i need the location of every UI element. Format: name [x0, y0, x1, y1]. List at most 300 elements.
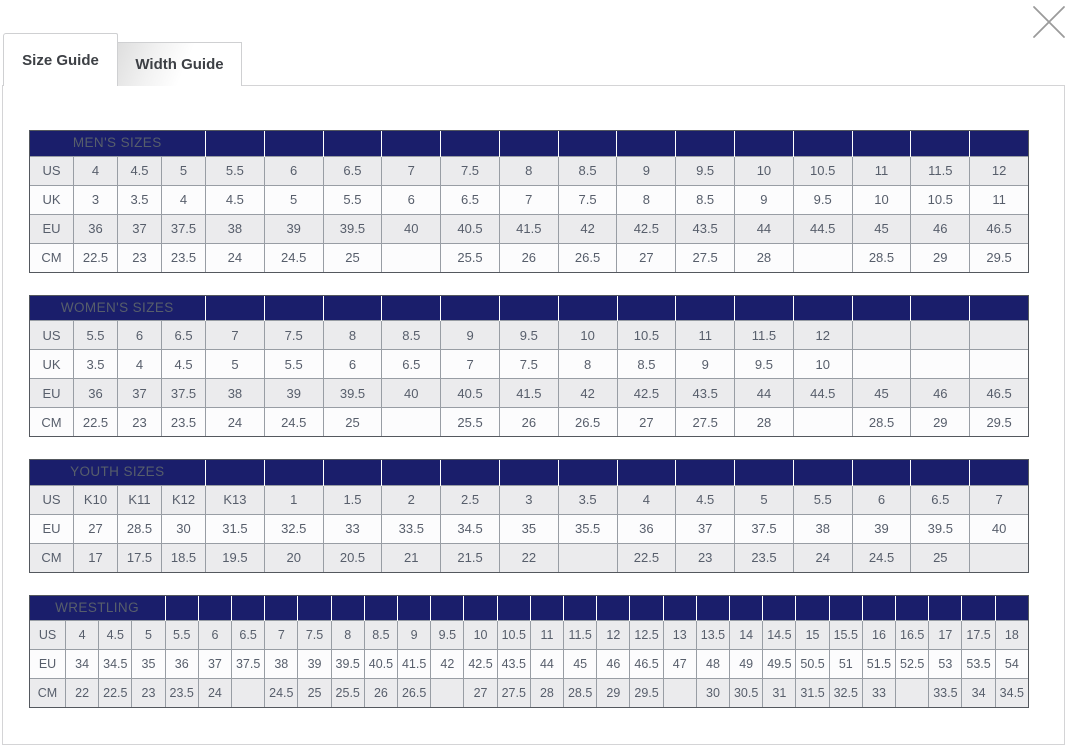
size-cell: 26: [499, 408, 558, 437]
table-header-row: [30, 595, 1029, 621]
size-cell: 53.5: [962, 650, 995, 679]
size-cell: 4: [162, 185, 206, 214]
table-title: YOUTH SIZES: [30, 459, 206, 485]
size-cell: 10.5: [793, 156, 852, 185]
size-cell: 51.5: [862, 650, 895, 679]
size-cell: 8: [331, 621, 364, 650]
table-title: WOMEN'S SIZES: [30, 295, 206, 321]
size-cell: 38: [206, 379, 265, 408]
size-cell: 25.5: [441, 243, 500, 272]
size-cell: 16.5: [896, 621, 929, 650]
size-cell: 5.5: [165, 621, 198, 650]
size-cell: 42: [431, 650, 464, 679]
size-row-us: [30, 156, 1029, 185]
size-cell: 4.5: [676, 485, 735, 514]
size-cell: [970, 543, 1029, 572]
size-cell: 26.5: [398, 679, 431, 708]
size-cell: 29.5: [970, 243, 1029, 272]
size-cell: 4.5: [162, 350, 206, 379]
size-cell: 41.5: [499, 214, 558, 243]
header-cell: [264, 295, 323, 321]
size-cell: 20.5: [323, 543, 382, 572]
header-cell: [852, 295, 911, 321]
size-cell: 23.5: [165, 679, 198, 708]
header-cell: [499, 130, 558, 156]
size-cell: 39.5: [331, 650, 364, 679]
size-cell: 12.5: [630, 621, 663, 650]
womens-sizes-table: [29, 295, 1029, 438]
header-cell: [617, 295, 676, 321]
header-cell: [862, 595, 895, 621]
size-cell: 2.5: [441, 485, 500, 514]
header-cell: [763, 595, 796, 621]
size-cell: 24.5: [852, 543, 911, 572]
size-cell: 3: [74, 185, 118, 214]
size-cell: 46.5: [970, 379, 1029, 408]
size-cell: 51: [829, 650, 862, 679]
size-cell: 9.5: [676, 156, 735, 185]
size-cell: 32.5: [264, 514, 323, 543]
header-cell: [676, 459, 735, 485]
header-cell: [464, 595, 497, 621]
size-cell: 46.5: [970, 214, 1029, 243]
size-row-eu: [30, 650, 1029, 679]
header-cell: [264, 459, 323, 485]
size-cell: 16: [862, 621, 895, 650]
header-cell: [793, 459, 852, 485]
size-cell: 44: [530, 650, 563, 679]
size-cell: 31: [763, 679, 796, 708]
header-cell: [735, 130, 794, 156]
size-cell: 42.5: [617, 214, 676, 243]
header-cell: [198, 595, 231, 621]
size-cell: 37.5: [162, 214, 206, 243]
size-cell: 28: [530, 679, 563, 708]
size-cell: 26: [364, 679, 397, 708]
header-cell: [441, 130, 500, 156]
row-label: US: [30, 321, 74, 350]
size-cell: 8.5: [558, 156, 617, 185]
row-label: EU: [30, 379, 74, 408]
size-cell: 24.5: [264, 243, 323, 272]
header-cell: [995, 595, 1028, 621]
size-cell: 41.5: [398, 650, 431, 679]
header-cell: [364, 595, 397, 621]
table-header-row: [30, 130, 1029, 156]
size-cell: 12: [793, 321, 852, 350]
size-cell: 2: [382, 485, 441, 514]
size-cell: 39: [298, 650, 331, 679]
size-cell: 37: [118, 214, 162, 243]
size-cell: 29.5: [630, 679, 663, 708]
size-cell: 7.5: [298, 621, 331, 650]
size-cell: 4: [66, 621, 99, 650]
size-cell: 3.5: [74, 350, 118, 379]
size-cell: K12: [162, 485, 206, 514]
size-cell: 15: [796, 621, 829, 650]
header-cell: [323, 295, 382, 321]
size-cell: 11: [530, 621, 563, 650]
size-cell: 33.5: [382, 514, 441, 543]
size-cell: [663, 679, 696, 708]
size-cell: 45: [564, 650, 597, 679]
header-cell: [232, 595, 265, 621]
header-cell: [382, 459, 441, 485]
size-cell: 22.5: [74, 408, 118, 437]
size-cell: 26.5: [558, 243, 617, 272]
size-cell: 28: [735, 408, 794, 437]
size-cell: 11.5: [911, 156, 970, 185]
size-cell: [431, 679, 464, 708]
size-cell: 43.5: [497, 650, 530, 679]
size-cell: 7: [206, 321, 265, 350]
size-cell: 15.5: [829, 621, 862, 650]
size-cell: 6: [382, 185, 441, 214]
header-cell: [323, 130, 382, 156]
size-cell: 5.5: [264, 350, 323, 379]
size-cell: 45: [852, 214, 911, 243]
size-cell: 5: [206, 350, 265, 379]
size-cell: 24: [206, 243, 265, 272]
size-cell: 13: [663, 621, 696, 650]
tables-container: [3, 86, 1064, 708]
size-cell: 4.5: [206, 185, 265, 214]
size-row-uk: [30, 185, 1029, 214]
size-cell: 5.5: [793, 485, 852, 514]
size-cell: 5: [162, 156, 206, 185]
size-cell: 9: [617, 156, 676, 185]
header-cell: [970, 295, 1029, 321]
size-cell: 35: [499, 514, 558, 543]
size-cell: 8: [323, 321, 382, 350]
header-cell: [264, 130, 323, 156]
size-cell: 27: [74, 514, 118, 543]
close-icon: [1031, 4, 1067, 40]
size-cell: [911, 350, 970, 379]
row-label: UK: [30, 185, 74, 214]
size-cell: 27: [464, 679, 497, 708]
size-cell: 6.5: [162, 321, 206, 350]
header-cell: [431, 595, 464, 621]
size-cell: 7.5: [499, 350, 558, 379]
size-cell: 38: [206, 214, 265, 243]
size-cell: 3.5: [558, 485, 617, 514]
size-cell: K13: [206, 485, 265, 514]
tab-bar: [3, 33, 242, 86]
size-cell: 6: [323, 350, 382, 379]
header-cell: [597, 595, 630, 621]
row-label: EU: [30, 214, 74, 243]
header-cell: [793, 130, 852, 156]
size-cell: 1: [264, 485, 323, 514]
size-cell: 3: [499, 485, 558, 514]
size-cell: 42: [558, 214, 617, 243]
wrestling-table: [29, 595, 1029, 709]
size-cell: 22.5: [617, 543, 676, 572]
size-cell: 18: [995, 621, 1028, 650]
size-cell: 8.5: [617, 350, 676, 379]
size-cell: 4: [617, 485, 676, 514]
header-cell: [663, 595, 696, 621]
header-cell: [499, 459, 558, 485]
size-row-cm: [30, 679, 1029, 708]
size-cell: 8.5: [364, 621, 397, 650]
size-cell: 27: [617, 408, 676, 437]
size-cell: 25: [323, 408, 382, 437]
size-cell: 11.5: [564, 621, 597, 650]
size-cell: 40: [970, 514, 1029, 543]
size-cell: 40: [382, 214, 441, 243]
size-cell: 52.5: [896, 650, 929, 679]
size-cell: 5.5: [74, 321, 118, 350]
header-cell: [829, 595, 862, 621]
header-cell: [499, 295, 558, 321]
size-cell: 14.5: [763, 621, 796, 650]
close-button[interactable]: [1031, 4, 1067, 40]
size-cell: 49: [730, 650, 763, 679]
size-cell: [558, 543, 617, 572]
size-row-cm: [30, 543, 1029, 572]
size-cell: 33: [323, 514, 382, 543]
size-cell: 17.5: [118, 543, 162, 572]
tab-width-guide[interactable]: [118, 42, 242, 86]
size-cell: 10: [852, 185, 911, 214]
size-cell: 30.5: [730, 679, 763, 708]
size-cell: 37.5: [162, 379, 206, 408]
size-cell: 50.5: [796, 650, 829, 679]
size-cell: 48: [696, 650, 729, 679]
size-cell: 24: [206, 408, 265, 437]
header-cell: [206, 130, 265, 156]
table-title: MEN'S SIZES: [30, 130, 206, 156]
size-row-cm: [30, 243, 1029, 272]
size-cell: 40: [382, 379, 441, 408]
size-cell: 23: [118, 408, 162, 437]
size-cell: 42.5: [617, 379, 676, 408]
size-cell: 6.5: [382, 350, 441, 379]
size-cell: 24: [198, 679, 231, 708]
size-cell: 17.5: [962, 621, 995, 650]
size-cell: 37.5: [735, 514, 794, 543]
size-cell: 9.5: [499, 321, 558, 350]
header-cell: [735, 459, 794, 485]
size-cell: 38: [793, 514, 852, 543]
size-cell: 3.5: [118, 185, 162, 214]
header-cell: [911, 459, 970, 485]
table-title: WRESTLING: [30, 595, 166, 621]
size-cell: 28.5: [852, 408, 911, 437]
size-cell: 27.5: [676, 243, 735, 272]
youth-sizes-table: [29, 459, 1029, 573]
size-cell: 7: [382, 156, 441, 185]
size-cell: 10: [464, 621, 497, 650]
size-cell: 8: [617, 185, 676, 214]
tab-size-guide[interactable]: [3, 33, 118, 86]
size-cell: 12: [597, 621, 630, 650]
size-cell: 33: [862, 679, 895, 708]
size-cell: 21: [382, 543, 441, 572]
size-cell: 9: [676, 350, 735, 379]
size-cell: 40.5: [441, 214, 500, 243]
size-cell: 39.5: [323, 214, 382, 243]
header-cell: [530, 595, 563, 621]
size-row-eu: [30, 514, 1029, 543]
header-cell: [735, 295, 794, 321]
header-cell: [206, 459, 265, 485]
size-cell: 36: [617, 514, 676, 543]
size-cell: 21.5: [441, 543, 500, 572]
header-cell: [911, 130, 970, 156]
size-cell: 7: [441, 350, 500, 379]
size-cell: 24.5: [265, 679, 298, 708]
size-cell: 36: [74, 214, 118, 243]
size-cell: 6.5: [323, 156, 382, 185]
size-cell: 5: [264, 185, 323, 214]
size-cell: 29.5: [970, 408, 1029, 437]
size-cell: 4: [74, 156, 118, 185]
size-cell: 26: [499, 243, 558, 272]
size-cell: [382, 408, 441, 437]
size-cell: 18.5: [162, 543, 206, 572]
size-cell: 39.5: [911, 514, 970, 543]
size-cell: [852, 350, 911, 379]
size-cell: 4.5: [99, 621, 132, 650]
size-cell: 41.5: [499, 379, 558, 408]
size-cell: 23: [118, 243, 162, 272]
size-row-eu: [30, 214, 1029, 243]
size-cell: 46: [911, 214, 970, 243]
size-cell: 44.5: [793, 379, 852, 408]
size-cell: 10.5: [617, 321, 676, 350]
size-cell: 42.5: [464, 650, 497, 679]
size-cell: 13.5: [696, 621, 729, 650]
size-cell: 27: [617, 243, 676, 272]
header-cell: [441, 459, 500, 485]
size-cell: 6.5: [911, 485, 970, 514]
header-cell: [617, 459, 676, 485]
size-cell: 31.5: [206, 514, 265, 543]
size-cell: 27.5: [497, 679, 530, 708]
size-cell: 39.5: [323, 379, 382, 408]
header-cell: [970, 459, 1029, 485]
size-cell: 10.5: [911, 185, 970, 214]
size-cell: 6: [264, 156, 323, 185]
header-cell: [206, 295, 265, 321]
size-cell: 28: [735, 243, 794, 272]
table-header-row: [30, 459, 1029, 485]
header-cell: [298, 595, 331, 621]
size-cell: 6.5: [232, 621, 265, 650]
size-cell: 46.5: [630, 650, 663, 679]
header-cell: [398, 595, 431, 621]
header-cell: [630, 595, 663, 621]
size-cell: 9: [735, 185, 794, 214]
size-cell: 25: [323, 243, 382, 272]
size-cell: 8: [499, 156, 558, 185]
size-cell: [852, 321, 911, 350]
size-cell: 39: [264, 214, 323, 243]
header-cell: [323, 459, 382, 485]
size-cell: 42: [558, 379, 617, 408]
header-cell: [911, 295, 970, 321]
size-cell: 27.5: [676, 408, 735, 437]
size-cell: 23: [676, 543, 735, 572]
size-cell: 7.5: [558, 185, 617, 214]
size-cell: 49.5: [763, 650, 796, 679]
size-cell: 17: [929, 621, 962, 650]
size-cell: 22.5: [74, 243, 118, 272]
size-cell: 23.5: [735, 543, 794, 572]
size-cell: 28.5: [564, 679, 597, 708]
size-cell: 6: [118, 321, 162, 350]
row-label: CM: [30, 679, 66, 708]
size-row-cm: [30, 408, 1029, 437]
header-cell: [730, 595, 763, 621]
size-cell: 28.5: [852, 243, 911, 272]
header-cell: [970, 130, 1029, 156]
size-cell: [970, 321, 1029, 350]
size-cell: 4.5: [118, 156, 162, 185]
size-cell: 5.5: [323, 185, 382, 214]
size-cell: 39: [852, 514, 911, 543]
size-cell: 28.5: [118, 514, 162, 543]
size-cell: 8.5: [676, 185, 735, 214]
size-cell: 22: [499, 543, 558, 572]
size-cell: 12: [970, 156, 1029, 185]
size-cell: [382, 243, 441, 272]
row-label: CM: [30, 408, 74, 437]
size-cell: 5: [132, 621, 165, 650]
mens-sizes-table: [29, 130, 1029, 273]
size-cell: 43.5: [676, 379, 735, 408]
size-cell: 25.5: [331, 679, 364, 708]
size-cell: 9: [441, 321, 500, 350]
size-cell: 23.5: [162, 408, 206, 437]
size-cell: 17: [74, 543, 118, 572]
size-cell: 11: [676, 321, 735, 350]
header-cell: [676, 130, 735, 156]
header-cell: [852, 130, 911, 156]
size-cell: 38: [265, 650, 298, 679]
size-cell: 7: [265, 621, 298, 650]
size-cell: 8: [558, 350, 617, 379]
size-cell: 53: [929, 650, 962, 679]
header-cell: [331, 595, 364, 621]
size-cell: 4: [118, 350, 162, 379]
header-cell: [382, 295, 441, 321]
size-cell: 9: [398, 621, 431, 650]
size-row-eu: [30, 379, 1029, 408]
header-cell: [896, 595, 929, 621]
size-cell: 31.5: [796, 679, 829, 708]
size-cell: 34: [66, 650, 99, 679]
size-cell: 9.5: [431, 621, 464, 650]
size-cell: 5: [735, 485, 794, 514]
size-cell: 40.5: [364, 650, 397, 679]
size-cell: 36: [74, 379, 118, 408]
header-cell: [617, 130, 676, 156]
size-cell: 6: [198, 621, 231, 650]
size-cell: 25: [298, 679, 331, 708]
size-cell: [793, 243, 852, 272]
size-cell: 34.5: [441, 514, 500, 543]
size-row-us: [30, 485, 1029, 514]
size-cell: 7.5: [441, 156, 500, 185]
size-cell: 34.5: [99, 650, 132, 679]
header-cell: [929, 595, 962, 621]
row-label: UK: [30, 350, 74, 379]
size-cell: 36: [165, 650, 198, 679]
